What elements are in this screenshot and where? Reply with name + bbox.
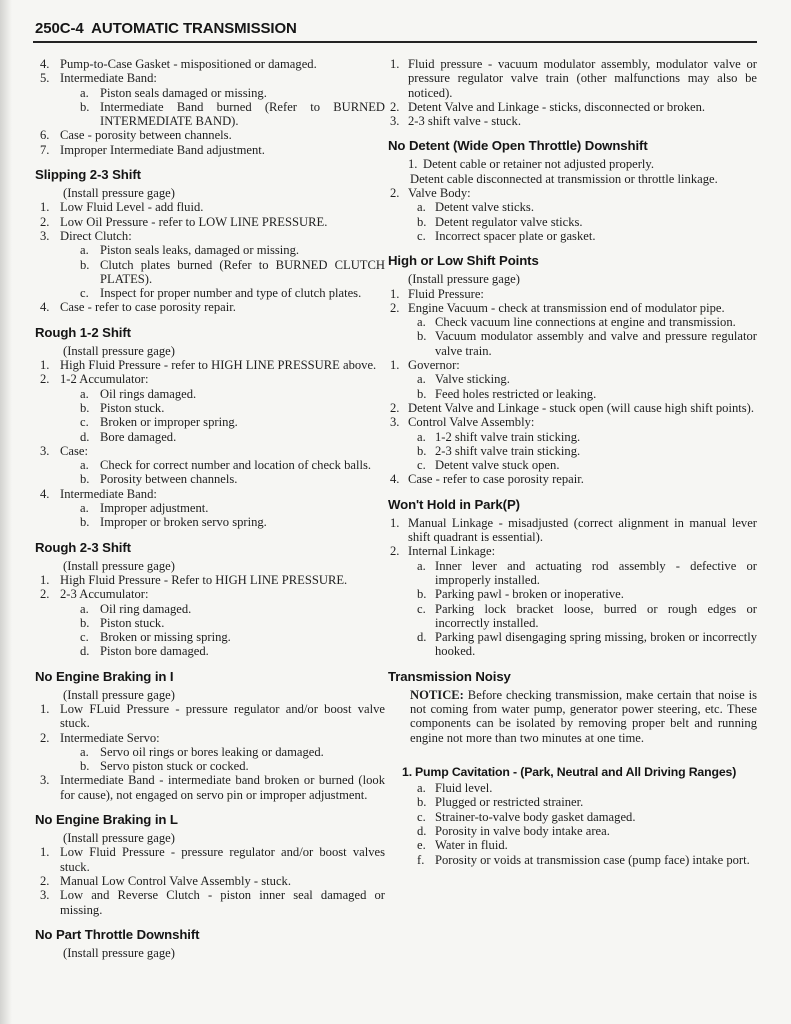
item-marker: 2. — [40, 730, 50, 745]
item-marker: a. — [80, 243, 89, 258]
item-marker: e. — [417, 838, 426, 853]
item-text: Servo oil rings or bores leaking or damaged. — [100, 744, 324, 759]
item-marker: 1. — [390, 358, 400, 373]
item-marker: a. — [417, 558, 426, 573]
item-text: Inner lever and actuating rod assembly - defective or improperly installed. — [435, 558, 757, 587]
list-item — [35, 515, 385, 529]
notice-paragraph — [388, 688, 757, 745]
item-marker: 1. — [390, 57, 400, 71]
item-marker: 1. — [408, 157, 418, 172]
item-marker: 1. — [40, 358, 50, 373]
item-marker: 3. — [40, 888, 50, 903]
item-text: Low Fluid Level - add fluid. — [60, 200, 204, 215]
item-text: Fluid level. — [435, 781, 493, 796]
list-item — [388, 853, 757, 867]
list-item — [35, 472, 385, 486]
list-item — [35, 644, 385, 658]
item-text: Engine Vacuum - check at transmission end of modulator pipe. — [408, 300, 725, 315]
item-text: Oil ring damaged. — [100, 601, 192, 616]
list-item — [35, 501, 385, 515]
list-item — [35, 444, 385, 458]
item-marker: 1. — [40, 845, 50, 860]
item-marker: d. — [417, 824, 427, 839]
item-marker: c. — [417, 809, 426, 824]
section — [35, 812, 385, 917]
list-item — [388, 358, 757, 372]
note-line: (Install pressure gage) — [63, 343, 175, 358]
item-text: Fluid pressure - vacuum modulator assembly, modulator valve or pressure regulator valve train (other malfunctions may also be noticed). — [408, 57, 757, 100]
item-text: Parking pawl disengaging spring missing, broken or incorrectly hooked. — [435, 630, 757, 659]
list-item — [388, 329, 757, 358]
item-marker: 1. — [40, 200, 50, 215]
item-marker: 4. — [40, 57, 50, 71]
list-item — [388, 372, 757, 386]
item-text: Clutch plates burned (Refer to BURNED CLUTCH PLATES). — [100, 257, 385, 286]
item-marker: b. — [417, 386, 427, 401]
note-line: (Install pressure gage) — [63, 945, 175, 960]
item-text: Manual Low Control Valve Assembly - stuck. — [60, 873, 291, 888]
item-text: Parking pawl - broken or inoperative. — [435, 587, 624, 602]
item-marker: b. — [80, 515, 90, 530]
section-heading: Rough 1-2 Shift — [35, 324, 131, 340]
item-marker: 2. — [390, 544, 400, 559]
item-marker: c. — [80, 630, 89, 645]
item-marker: 1. — [390, 515, 400, 530]
item-marker: b. — [417, 443, 427, 458]
item-marker: a. — [80, 386, 89, 401]
item-text: 1-2 Accumulator: — [60, 372, 149, 387]
item-marker: a. — [80, 501, 89, 516]
item-marker: b. — [80, 615, 90, 630]
column-left — [35, 57, 385, 960]
item-marker: 4. — [40, 486, 50, 501]
item-marker: b. — [80, 99, 90, 114]
list-item — [35, 258, 385, 287]
item-text: Parking lock bracket loose, burred or rough edges or incorrectly installed. — [435, 601, 757, 630]
item-marker: 2. — [390, 400, 400, 415]
item-marker: 2. — [390, 186, 400, 201]
item-marker: a. — [80, 458, 89, 473]
item-text: Valve sticking. — [435, 372, 510, 387]
item-marker: a. — [417, 315, 426, 330]
list-item — [388, 57, 757, 100]
column-right — [388, 57, 757, 867]
item-text: Intermediate Band burned (Refer to BURNED INTERMEDIATE BAND). — [100, 99, 385, 129]
section — [35, 57, 385, 157]
item-marker: 3. — [390, 415, 400, 430]
item-text: Detent Valve and Linkage - sticks, disconnected or broken. — [408, 99, 706, 114]
list-item — [388, 602, 757, 631]
item-text: Check for correct number and location of check balls. — [100, 458, 372, 473]
list-item — [388, 559, 757, 588]
section — [388, 57, 757, 128]
list-item — [35, 773, 385, 802]
list-item — [35, 745, 385, 759]
item-marker: 1. — [402, 764, 412, 779]
item-marker: a. — [417, 200, 426, 215]
item-text: 2-3 shift valve train sticking. — [435, 443, 581, 458]
item-text: Bore damaged. — [100, 429, 177, 444]
item-text: Inspect for proper number and type of clutch plates. — [100, 286, 362, 301]
item-text: Piston stuck. — [100, 400, 165, 415]
list-item — [388, 765, 757, 779]
list-item — [35, 372, 385, 386]
page-title: 250C-4 AUTOMATIC TRANSMISSION — [35, 20, 297, 37]
list-item — [388, 315, 757, 329]
item-text: Piston bore damaged. — [100, 644, 209, 659]
section-heading: High or Low Shift Points — [388, 253, 539, 269]
item-marker: 3. — [40, 773, 50, 788]
item-text: Intermediate Band - intermediate band broken or burned (look for cause), not engaged on servo pin or improper adjustment. — [60, 773, 385, 802]
list-item — [35, 215, 385, 229]
item-marker: 5. — [40, 71, 50, 86]
note-line: (Install pressure gage) — [408, 272, 520, 287]
list-item — [388, 795, 757, 809]
list-item — [388, 186, 757, 200]
list-item — [35, 587, 385, 601]
item-marker: a. — [80, 601, 89, 616]
item-marker: a. — [80, 744, 89, 759]
item-text: High Fluid Pressure - refer to HIGH LINE PRESSURE above. — [60, 358, 377, 373]
list-item — [388, 401, 757, 415]
item-marker: 2. — [390, 99, 400, 114]
list-item — [388, 444, 757, 458]
item-text: Oil rings damaged. — [100, 386, 197, 401]
header-rule — [33, 41, 757, 43]
list-item — [35, 300, 385, 314]
list-item — [388, 458, 757, 472]
list-item — [388, 229, 757, 243]
item-text: Governor: — [408, 358, 460, 373]
list-item — [35, 845, 385, 874]
item-text: Detent valve sticks. — [435, 200, 534, 215]
list-item — [388, 544, 757, 558]
item-text: Broken or improper spring. — [100, 415, 238, 430]
list-item — [388, 100, 757, 114]
item-marker: f. — [417, 852, 425, 867]
item-text: Broken or missing spring. — [100, 630, 231, 645]
item-marker: d. — [80, 644, 90, 659]
section — [388, 138, 757, 243]
item-marker: c. — [80, 415, 89, 430]
note-line: (Install pressure gage) — [63, 558, 175, 573]
item-text: Plugged or restricted strainer. — [435, 795, 584, 810]
item-text: Control Valve Assembly: — [408, 415, 535, 430]
section — [35, 669, 385, 802]
list-item — [35, 387, 385, 401]
item-text: Detent regulator valve sticks. — [435, 214, 583, 229]
item-text: Case - refer to case porosity repair. — [60, 300, 236, 315]
item-text: Low Fluid Pressure - pressure regulator and/or boost valves stuck. — [60, 845, 385, 874]
item-marker: b. — [80, 472, 90, 487]
item-text: Case - porosity between channels. — [60, 128, 232, 143]
list-item — [388, 200, 757, 214]
item-marker: d. — [80, 429, 90, 444]
list-item — [35, 731, 385, 745]
item-text: Piston seals leaks, damaged or missing. — [100, 243, 300, 258]
item-marker: 2. — [40, 372, 50, 387]
list-item — [388, 114, 757, 128]
note-line: (Install pressure gage) — [63, 186, 175, 201]
item-marker: b. — [80, 257, 90, 272]
list-item — [35, 602, 385, 616]
item-marker: b. — [417, 587, 427, 602]
item-text: Feed holes restricted or leaking. — [435, 386, 597, 401]
list-item — [35, 702, 385, 731]
item-text: Fluid Pressure: — [408, 286, 484, 301]
item-marker: a. — [417, 429, 426, 444]
list-item — [35, 616, 385, 630]
item-marker: 2. — [40, 587, 50, 602]
item-marker: b. — [417, 795, 427, 810]
list-item — [388, 781, 757, 795]
list-item — [35, 487, 385, 501]
section — [388, 497, 757, 659]
item-text: Case - refer to case porosity repair. — [408, 472, 584, 487]
list-item — [388, 587, 757, 601]
item-marker: b. — [80, 759, 90, 774]
list-item — [388, 287, 757, 301]
section-heading: Rough 2-3 Shift — [35, 539, 131, 555]
section — [388, 765, 757, 867]
list-item — [35, 888, 385, 917]
item-marker: 6. — [40, 128, 50, 143]
item-text: Low FLuid Pressure - pressure regulator and/or boost valve stuck. — [60, 701, 385, 731]
item-text: Detent Valve and Linkage - stuck open (will cause high shift points). — [408, 400, 755, 415]
item-text: Pump-to-Case Gasket - mispositioned or damaged. — [60, 57, 317, 71]
item-text: Direct Clutch: — [60, 228, 132, 243]
list-item — [388, 810, 757, 824]
section-heading: Transmission Noisy — [388, 668, 511, 684]
list-item — [35, 100, 385, 129]
item-text: Detent cable or retainer not adjusted properly. — [423, 157, 655, 172]
item-text: Strainer-to-valve body gasket damaged. — [435, 809, 636, 824]
item-marker: 3. — [390, 114, 400, 129]
item-marker: 2. — [40, 873, 50, 888]
list-item — [388, 387, 757, 401]
note-line: (Install pressure gage) — [63, 831, 175, 846]
item-marker: c. — [417, 601, 426, 616]
list-item — [35, 630, 385, 644]
item-text: Manual Linkage - misadjusted (correct alignment in manual lever shift quadrant is essential). — [408, 515, 757, 545]
item-text: Improper or broken servo spring. — [100, 515, 267, 530]
item-text: Valve Body: — [408, 186, 471, 201]
list-item — [35, 243, 385, 257]
item-marker: 1. — [390, 286, 400, 301]
item-text: Low and Reverse Clutch - piston inner seal damaged or missing. — [60, 888, 385, 917]
item-marker: 2. — [390, 300, 400, 315]
item-marker: 3. — [40, 228, 50, 243]
list-item — [35, 229, 385, 243]
item-marker: a. — [417, 372, 426, 387]
item-text: Incorrect spacer plate or gasket. — [435, 228, 596, 243]
list-item — [388, 301, 757, 315]
section — [35, 167, 385, 315]
item-text: Intermediate Band: — [60, 71, 157, 86]
item-marker: b. — [80, 400, 90, 415]
item-marker: a. — [80, 85, 89, 100]
section-heading: Won't Hold in Park(P) — [388, 496, 520, 512]
item-text: Case: — [60, 443, 88, 458]
item-marker: c. — [417, 228, 426, 243]
list-item — [35, 71, 385, 85]
list-item — [35, 358, 385, 372]
item-marker: b. — [417, 329, 427, 344]
item-text: Water in fluid. — [435, 838, 508, 853]
item-marker: 2. — [40, 214, 50, 229]
list-item — [388, 215, 757, 229]
item-text: 2-3 Accumulator: — [60, 587, 149, 602]
list-item — [35, 128, 385, 142]
item-text: 1-2 shift valve train sticking. — [435, 429, 581, 444]
list-item — [35, 401, 385, 415]
section-heading: Slipping 2-3 Shift — [35, 167, 141, 183]
list-item — [35, 573, 385, 587]
item-marker: 1. — [40, 701, 50, 716]
section — [35, 540, 385, 659]
list-item — [388, 516, 757, 545]
item-marker: 4. — [40, 300, 50, 315]
item-marker: a. — [417, 781, 426, 796]
item-text: Check vacuum line connections at engine and transmission. — [435, 315, 736, 330]
item-text: Servo piston stuck or cocked. — [100, 759, 249, 774]
item-text: Porosity or voids at transmission case (pump face) intake port. — [435, 852, 750, 867]
item-text: Internal Linkage: — [408, 544, 496, 559]
section-heading: No Engine Braking in L — [35, 812, 178, 828]
list-item — [388, 472, 757, 486]
list-item — [35, 286, 385, 300]
item-marker: d. — [417, 630, 427, 645]
list-item — [35, 57, 385, 71]
list-item — [388, 630, 757, 659]
item-text: Detent valve stuck open. — [435, 458, 560, 473]
list-item — [388, 824, 757, 838]
item-text: 2-3 shift valve - stuck. — [408, 114, 521, 129]
section-heading: No Engine Braking in I — [35, 668, 174, 684]
item-marker: b. — [417, 214, 427, 229]
item-text: Vacuum modulator assembly and valve and pressure regulator valve train. — [435, 329, 757, 358]
list-item — [35, 759, 385, 773]
item-text: Porosity between channels. — [100, 472, 238, 487]
item-marker: 4. — [390, 472, 400, 487]
section — [388, 253, 757, 486]
section — [35, 927, 385, 960]
item-text: Pump Cavitation - (Park, Neutral and All Driving Ranges) — [415, 764, 737, 779]
item-text: Piston seals damaged or missing. — [100, 85, 267, 100]
item-marker: c. — [417, 458, 426, 473]
list-item — [35, 200, 385, 214]
list-item-continuation: Detent cable disconnected at transmission or throttle linkage. — [410, 171, 718, 186]
list-item — [388, 838, 757, 852]
list-item — [388, 157, 757, 171]
list-item — [388, 415, 757, 429]
section-heading: No Detent (Wide Open Throttle) Downshift — [388, 138, 648, 154]
item-marker: 7. — [40, 142, 50, 157]
section-heading: No Part Throttle Downshift — [35, 926, 200, 942]
notice-text: Before checking transmission, make certain that noise is not coming from water pump, generator power steering, etc. These components can be isolated by removing proper belt and running engine not more than two minutes at one time. — [410, 687, 757, 745]
list-item — [35, 86, 385, 100]
scan-edge-shadow — [0, 0, 12, 1024]
list-item — [388, 430, 757, 444]
item-marker: c. — [80, 286, 89, 301]
item-text: Piston stuck. — [100, 615, 165, 630]
item-text: Improper adjustment. — [100, 501, 209, 516]
item-text: Improper Intermediate Band adjustment. — [60, 142, 265, 157]
list-item — [35, 415, 385, 429]
list-item — [35, 458, 385, 472]
list-item — [35, 874, 385, 888]
item-marker: 3. — [40, 443, 50, 458]
item-text: Porosity in valve body intake area. — [435, 824, 610, 839]
section — [388, 669, 757, 745]
item-text: High Fluid Pressure - Refer to HIGH LINE PRESSURE. — [60, 572, 348, 587]
list-item — [35, 430, 385, 444]
notice-label: NOTICE: — [410, 687, 464, 702]
list-item — [35, 143, 385, 157]
item-marker: 1. — [40, 572, 50, 587]
note-line: (Install pressure gage) — [63, 687, 175, 702]
item-text: Low Oil Pressure - refer to LOW LINE PRESSURE. — [60, 214, 328, 229]
item-text: Intermediate Band: — [60, 486, 157, 501]
section — [35, 325, 385, 530]
item-text: Intermediate Servo: — [60, 730, 160, 745]
